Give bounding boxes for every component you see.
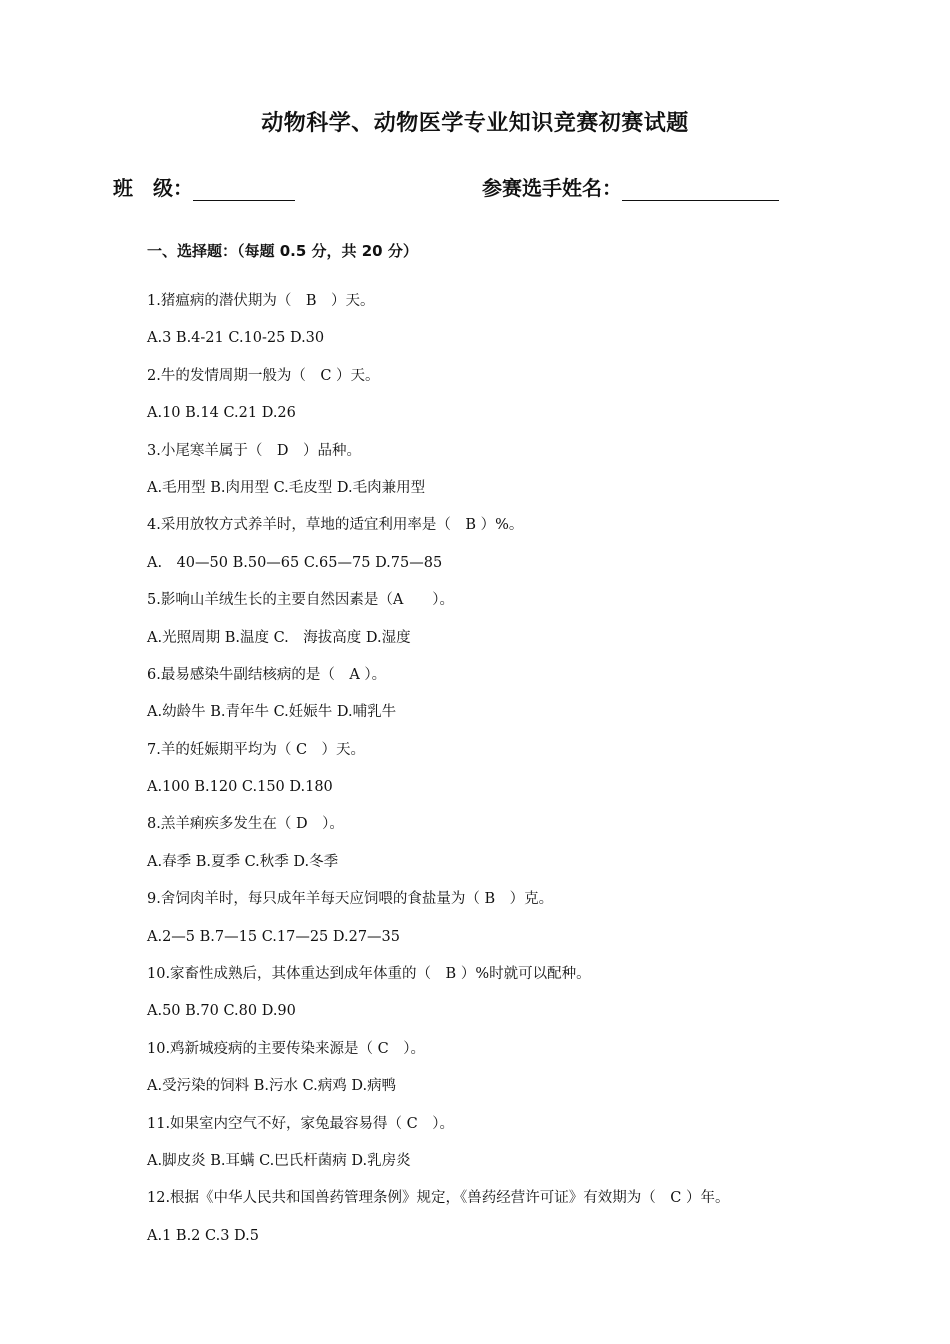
- class-blank[interactable]: [193, 172, 295, 201]
- answer-options: A.100 B.120 C.150 D.180: [147, 779, 333, 796]
- question-stem: 5.影响山羊绒生长的主要自然因素是（A ）。: [147, 592, 455, 609]
- page-title: 动物科学、动物医学专业知识竞赛初赛试题: [261, 111, 689, 136]
- question-stem: 10.家畜性成熟后，其体重达到成年体重的（ B ）%时就可以配种。: [147, 966, 591, 983]
- answer-options: A. 40—50 B.50—65 C.65—75 D.75—85: [147, 554, 443, 571]
- question-stem: 2.牛的发情周期一般为（ C ）天。: [147, 367, 380, 384]
- answer-options: A.2—5 B.7—15 C.17—25 D.27—35: [147, 928, 401, 945]
- answer-options: A.光照周期 B.温度 C. 海拔高度 D.湿度: [147, 629, 411, 646]
- name-blank[interactable]: [622, 172, 779, 201]
- answer-options: A.毛用型 B.肉用型 C.毛皮型 D.毛肉兼用型: [147, 479, 426, 496]
- class-label: 班 级：: [113, 176, 193, 200]
- section-title: 一、选择题：（每题 0.5 分，共 20 分）: [147, 242, 418, 260]
- answer-options: A.10 B.14 C.21 D.26: [147, 405, 296, 422]
- answer-options: A.幼龄牛 B.青年牛 C.妊娠牛 D.哺乳牛: [147, 704, 397, 721]
- answer-options: A.50 B.70 C.80 D.90: [147, 1003, 296, 1020]
- name-field: [482, 172, 779, 201]
- question-stem: 12.根据《中华人民共和国兽药管理条例》规定，《兽药经营许可证》有效期为（ C ）年。: [147, 1190, 730, 1207]
- answer-options: A.3 B.4-21 C.10-25 D.30: [147, 330, 325, 347]
- question-list: [147, 290, 907, 1262]
- question-stem: 9.舍饲肉羊时，每只成年羊每天应饲喂的食盐量为（ B ）克。: [147, 891, 554, 908]
- class-field: [113, 172, 295, 201]
- question-stem: 7.羊的妊娠期平均为（ C ）天。: [147, 741, 366, 758]
- answer-options: A.春季 B.夏季 C.秋季 D.冬季: [147, 853, 339, 870]
- answer-options: A.受污染的饲料 B.污水 C.病鸡 D.病鸭: [147, 1078, 397, 1095]
- question-stem: 6.最易感染牛副结核病的是（ A ）。: [147, 666, 387, 683]
- question-stem: 11.如果室内空气不好，家兔最容易得（ C ）。: [147, 1115, 455, 1132]
- question-stem: 8.羔羊痢疾多发生在（ D ）。: [147, 816, 344, 833]
- answer-options: A.脚皮炎 B.耳螨 C.巴氏杆菌病 D.乳房炎: [147, 1152, 411, 1169]
- question-stem: 3.小尾寒羊属于（ D ）品种。: [147, 442, 361, 459]
- answer-options: A.1 B.2 C.3 D.5: [147, 1227, 259, 1244]
- question-stem: 1.猪瘟病的潜伏期为（ B ）天。: [147, 293, 375, 309]
- question-stem: 4.采用放牧方式养羊时，草地的适宜利用率是（ B ）%。: [147, 517, 524, 534]
- question-stem: 10.鸡新城疫病的主要传染来源是（ C ）。: [147, 1040, 426, 1057]
- name-label: 参赛选手姓名：: [482, 176, 622, 200]
